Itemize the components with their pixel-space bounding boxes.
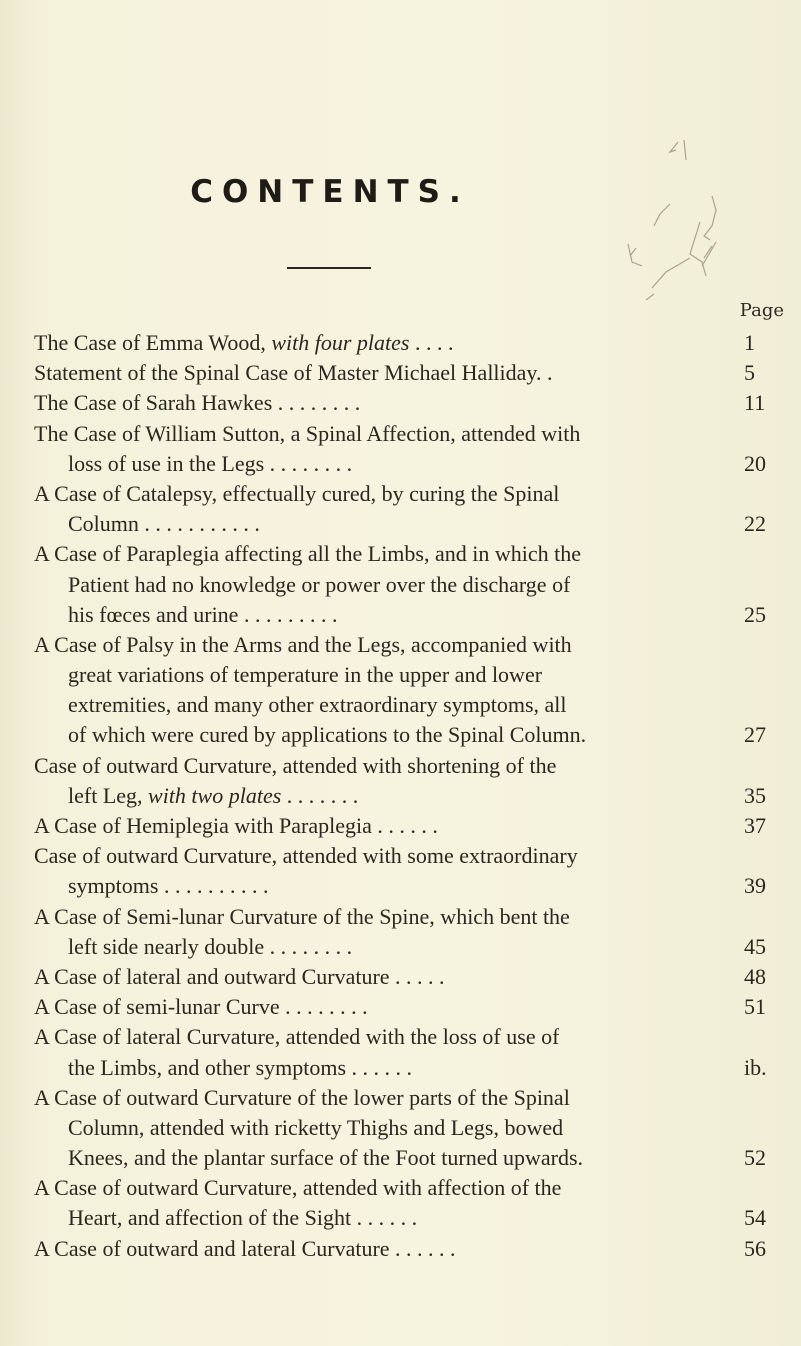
entry-text: the Limbs, and other symptoms xyxy=(68,1054,347,1080)
entry-text: Knees, and the plantar surface of the Foot turned upwards. xyxy=(68,1145,584,1171)
page-number: ib. xyxy=(744,1054,767,1080)
entry-text: his fœces and urine xyxy=(68,601,239,627)
page-number: 22 xyxy=(744,511,766,537)
toc-entry-continuation[interactable] xyxy=(34,720,784,750)
page-number: 51 xyxy=(744,994,766,1020)
toc-entry[interactable] xyxy=(34,811,784,841)
page-number: 11 xyxy=(744,390,766,416)
leader-dots: . . . . . . . . xyxy=(279,994,368,1020)
page-column-header: Page xyxy=(739,300,784,321)
entry-text: of which were cured by applications to the Spinal Column. xyxy=(68,722,587,748)
page-number: 20 xyxy=(744,450,766,476)
toc-entry[interactable] xyxy=(34,1234,784,1264)
table-of-contents xyxy=(34,328,784,1264)
page-number: 5 xyxy=(744,360,755,386)
toc-entry[interactable] xyxy=(34,388,784,418)
page-number: 39 xyxy=(744,873,766,899)
entry-text: A Case of outward and lateral Curvature xyxy=(34,1235,390,1261)
entry-text: Statement of the Spinal Case of Master Michael Halliday. xyxy=(34,360,542,386)
page-number: 56 xyxy=(744,1235,766,1261)
leader-dots: . . . . . . xyxy=(389,1235,456,1261)
toc-entry-continuation[interactable] xyxy=(34,660,784,690)
toc-entry-continuation[interactable] xyxy=(34,871,784,901)
leader-dots: . . . . . . . . xyxy=(264,450,353,476)
leader-dots: . . . . . . . . . . xyxy=(158,873,269,899)
toc-entry[interactable] xyxy=(34,1022,784,1052)
entry-text: A Case of outward Curvature of the lower parts of the Spinal xyxy=(34,1084,570,1110)
entry-text: Heart, and affection of the Sight xyxy=(68,1205,352,1231)
entry-text: The Case of William Sutton, a Spinal Affection, attended with xyxy=(34,420,581,446)
entry-text: The Case of Emma Wood, xyxy=(34,330,272,355)
entry-text: Case of outward Curvature, attended with shortening of the xyxy=(34,752,557,778)
entry-text: The Case of Sarah Hawkes xyxy=(34,390,273,416)
page-number: 45 xyxy=(744,933,766,959)
entry-text: A Case of semi-lunar Curve xyxy=(34,994,280,1020)
toc-entry[interactable] xyxy=(34,962,784,992)
entry-text: A Case of Semi-lunar Curvature of the Spine, which bent the xyxy=(34,903,570,929)
toc-entry-continuation[interactable] xyxy=(34,1143,784,1173)
entry-text: left side nearly double xyxy=(68,933,265,959)
leader-dots: . . . . . . . . . xyxy=(238,601,338,627)
toc-entry-continuation[interactable] xyxy=(34,781,784,811)
entry-text: A Case of Hemiplegia with Paraplegia xyxy=(34,813,372,838)
entry-italic: with two plates xyxy=(148,782,282,808)
toc-entry[interactable] xyxy=(34,841,784,871)
entry-text: A Case of outward Curvature, attended with affection of the xyxy=(34,1175,562,1201)
entry-text: Case of outward Curvature, attended with some extraordinary xyxy=(34,843,578,869)
toc-entry[interactable] xyxy=(34,902,784,932)
entry-text: Column, attended with ricketty Thighs and Legs, bowed xyxy=(68,1114,564,1140)
leader-dots: . . . . . . xyxy=(346,1054,413,1080)
leader-dots: . . . . . . xyxy=(371,813,438,838)
entry-italic: with four plates xyxy=(271,330,410,355)
page-number: 25 xyxy=(744,601,766,627)
toc-entry[interactable] xyxy=(34,751,784,781)
leader-dots: . . . . xyxy=(409,330,454,355)
page-number: 27 xyxy=(744,722,766,748)
entry-text: A Case of Catalepsy, effectually cured, by curing the Spinal xyxy=(34,480,560,506)
toc-entry-continuation[interactable] xyxy=(34,570,784,600)
leader-dots: . . . . . . . . . . . xyxy=(138,511,260,537)
page-title: CONTENTS. xyxy=(190,174,470,210)
toc-entry[interactable] xyxy=(34,479,784,509)
entry-text: A Case of lateral Curvature, attended with the loss of use of xyxy=(34,1024,560,1050)
page-number: 48 xyxy=(744,963,766,989)
toc-entry-continuation[interactable] xyxy=(34,1113,784,1143)
leader-dots: . . . . . xyxy=(389,963,445,989)
entry-text: A Case of Paraplegia affecting all the Limbs, and in which the xyxy=(34,541,581,567)
toc-entry[interactable] xyxy=(34,1083,784,1113)
toc-entry-continuation[interactable] xyxy=(34,932,784,962)
toc-entry-continuation[interactable] xyxy=(34,600,784,630)
leader-dots: . . . . . . . . xyxy=(264,933,353,959)
entry-text: A Case of lateral and outward Curvature xyxy=(34,963,390,989)
toc-entry[interactable] xyxy=(34,358,784,388)
leader-dots: . xyxy=(541,360,553,386)
leader-dots: . . . . . . . . xyxy=(272,390,361,416)
leader-dots: . . . . . . . xyxy=(281,782,359,808)
entry-text: left Leg, xyxy=(68,782,149,808)
entry-text: symptoms xyxy=(68,873,159,899)
page-number: 52 xyxy=(744,1145,766,1171)
entry-text: loss of use in the Legs xyxy=(68,450,265,476)
toc-entry-continuation[interactable] xyxy=(34,1053,784,1083)
page-number: 54 xyxy=(744,1205,766,1231)
toc-entry[interactable] xyxy=(34,630,784,660)
toc-entry-continuation[interactable] xyxy=(34,449,784,479)
page-number: 1 xyxy=(744,330,755,355)
leader-dots: . . . . . . xyxy=(351,1205,418,1231)
entry-text: Patient had no knowledge or power over the discharge of xyxy=(68,571,571,597)
title-rule xyxy=(287,267,371,269)
entry-text: extremities, and many other extraordinary symptoms, all xyxy=(68,692,567,718)
toc-entry[interactable] xyxy=(34,328,784,358)
page-number: 35 xyxy=(744,782,766,808)
entry-text: A Case of Palsy in the Arms and the Legs, accompanied with xyxy=(34,631,572,657)
toc-entry[interactable] xyxy=(34,1173,784,1203)
entry-text: great variations of temperature in the upper and lower xyxy=(68,662,543,688)
toc-entry-continuation[interactable] xyxy=(34,509,784,539)
toc-entry-continuation[interactable] xyxy=(34,690,784,720)
page-number: 37 xyxy=(744,813,766,838)
toc-entry[interactable] xyxy=(34,992,784,1022)
toc-entry-continuation[interactable] xyxy=(34,1203,784,1233)
toc-entry[interactable] xyxy=(34,419,784,449)
toc-entry[interactable] xyxy=(34,539,784,569)
entry-text: Column xyxy=(68,511,139,537)
